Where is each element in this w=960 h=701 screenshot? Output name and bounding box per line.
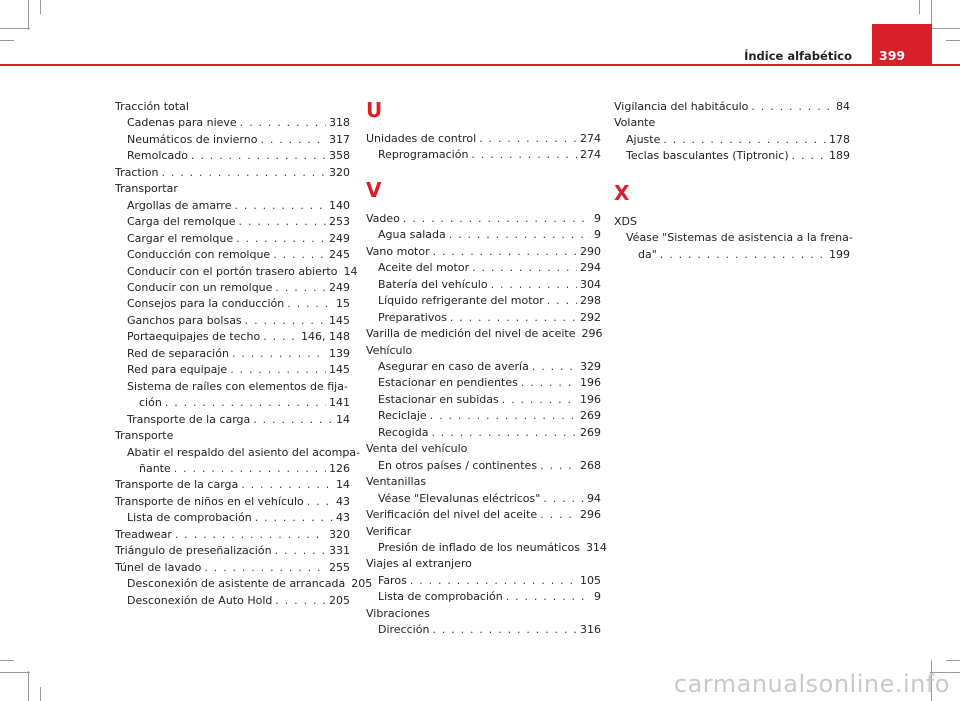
index-subentry: Agua salada . . . 9 bbox=[366, 227, 601, 243]
page-number: 399 bbox=[879, 48, 906, 63]
index-entry-heading: Volante bbox=[614, 116, 656, 130]
index-subentry: Cargar el remolque . . . 249 bbox=[115, 231, 350, 247]
header-rule bbox=[0, 64, 960, 66]
crop-mark bbox=[0, 28, 30, 29]
index-subentry: Batería del vehículo . . . 304 bbox=[366, 277, 601, 293]
index-entry: Triángulo de preseñalización . . . 331 bbox=[115, 543, 350, 559]
index-subentry: Reprogramación . . . 274 bbox=[366, 147, 601, 163]
index-subentry: Ganchos para bolsas . . . 145 bbox=[115, 313, 350, 329]
index-subentry: En otros países / continentes . . . 268 bbox=[366, 458, 601, 474]
crop-mark bbox=[919, 0, 920, 14]
index-subentry-continuation: da" . . . 199 bbox=[614, 247, 850, 263]
index-entry-heading: XDS bbox=[614, 214, 637, 228]
crop-mark bbox=[40, 0, 41, 14]
index-entry: Transporte de niños en el vehículo . . . 43 bbox=[115, 494, 350, 510]
index-entry: Verificación del nivel del aceite . . . 296 bbox=[366, 507, 601, 523]
index-subentry: Teclas basculantes (Tiptronic) . . . 189 bbox=[614, 148, 850, 164]
index-entry: Unidades de control . . . 274 bbox=[366, 131, 601, 147]
index-subentry: Conducir con un remolque . . . 249 bbox=[115, 280, 350, 296]
index-entry-heading: Transportar bbox=[115, 182, 178, 196]
crop-mark bbox=[930, 28, 960, 29]
index-subentry: Carga del remolque . . . 253 bbox=[115, 214, 350, 230]
index-subentry: Consejos para la conducción . . . 15 bbox=[115, 296, 350, 312]
index-subentry: Lista de comprobación . . . 9 bbox=[366, 589, 601, 605]
page-number-tab bbox=[872, 24, 932, 66]
section-letter-v: V bbox=[366, 177, 382, 202]
index-entry: Túnel de lavado . . . 255 bbox=[115, 560, 350, 576]
index-subentry: Conducción con remolque . . . 245 bbox=[115, 247, 350, 263]
section-letter-u: U bbox=[366, 98, 383, 122]
index-subentry: Transporte de la carga . . . 14 bbox=[115, 412, 350, 428]
index-entry: Treadwear . . . 320 bbox=[115, 527, 350, 543]
index-column-1 bbox=[115, 99, 373, 609]
index-subentry: Véase "Elevalunas eléctricos" . . . 94 bbox=[366, 491, 601, 507]
crop-mark bbox=[40, 687, 41, 701]
index-subentry: Neumáticos de invierno . . . 317 bbox=[115, 132, 350, 148]
index-entry-heading: Transporte bbox=[115, 429, 174, 443]
index-entry-heading: Verificar bbox=[366, 524, 412, 538]
index-entry-heading: Vibraciones bbox=[366, 606, 430, 620]
index-subentry: Estacionar en pendientes . . . 196 bbox=[366, 375, 601, 391]
index-subentry: Líquido refrigerante del motor . . . 298 bbox=[366, 293, 601, 309]
crop-mark bbox=[946, 40, 960, 41]
index-entry: Transporte de la carga . . . 14 bbox=[115, 477, 350, 493]
index-subentry: Dirección . . . 316 bbox=[366, 622, 601, 638]
index-subentry: Reciclaje . . . 269 bbox=[366, 408, 601, 424]
index-subentry-continuation: ción . . . 141 bbox=[115, 395, 350, 411]
index-entry: Varilla de medición del nivel de aceite 296 bbox=[366, 327, 603, 341]
index-subentry: Conducir con el portón trasero abierto 14 bbox=[127, 264, 358, 278]
index-subentry: Presión de inflado de los neumáticos 314 bbox=[378, 540, 607, 554]
index-entry-heading: Viajes al extranjero bbox=[366, 557, 472, 571]
crop-mark bbox=[946, 660, 960, 661]
index-subentry: Argollas de amarre . . . 140 bbox=[115, 198, 350, 214]
index-subentry: Preparativos . . . 292 bbox=[366, 310, 601, 326]
index-subentry: Desconexión de asistente de arrancada 205 bbox=[127, 577, 373, 591]
crop-mark bbox=[0, 660, 14, 661]
index-column-2 bbox=[366, 97, 607, 639]
index-subentry-continuation: ñante . . . 126 bbox=[115, 461, 350, 477]
index-subentry: Remolcado . . . 358 bbox=[115, 148, 350, 164]
index-entry-heading: Tracción total bbox=[115, 100, 189, 113]
crop-mark bbox=[28, 671, 29, 701]
index-entry: Traction . . . 320 bbox=[115, 165, 350, 181]
index-subentry: Recogida . . . 269 bbox=[366, 425, 601, 441]
index-subentry: Estacionar en subidas . . . 196 bbox=[366, 392, 601, 408]
crop-mark bbox=[0, 672, 30, 673]
index-subentry: Ajuste . . . 178 bbox=[614, 132, 850, 148]
index-entry-heading: Venta del vehículo bbox=[366, 442, 468, 456]
index-entry-heading: Vehículo bbox=[366, 343, 413, 357]
index-entry: Vadeo . . . 9 bbox=[366, 211, 601, 227]
page-section-title: Índice alfabético bbox=[744, 49, 852, 63]
index-subentry-wrapped: Véase "Sistemas de asistencia a la frena- bbox=[626, 231, 853, 245]
section-letter-x: X bbox=[614, 180, 630, 205]
index-subentry: Portaequipajes de techo . . . 146, 148 bbox=[115, 329, 350, 345]
index-subentry-wrapped: Sistema de raíles con elementos de fija- bbox=[127, 379, 348, 393]
index-subentry: Lista de comprobación . . . 43 bbox=[115, 510, 350, 526]
watermark: carmanualsonline.info bbox=[673, 670, 950, 698]
index-subentry: Desconexión de Auto Hold . . . 205 bbox=[115, 593, 350, 609]
index-subentry: Faros . . . 105 bbox=[366, 573, 601, 589]
index-entry: Vano motor . . . 290 bbox=[366, 244, 601, 260]
index-entry-heading: Ventanillas bbox=[366, 475, 427, 489]
index-subentry: Red de separación . . . 139 bbox=[115, 346, 350, 362]
index-subentry: Red para equipaje . . . 145 bbox=[115, 362, 350, 378]
index-subentry-wrapped: Abatir el respaldo del asiento del acompa- bbox=[127, 445, 361, 459]
index-subentry: Asegurar en caso de avería . . . 329 bbox=[366, 359, 601, 375]
index-subentry: Cadenas para nieve . . . 318 bbox=[115, 115, 350, 131]
crop-mark bbox=[28, 0, 29, 30]
index-entry: Vigilancia del habitáculo . . . 84 bbox=[614, 99, 850, 115]
crop-mark bbox=[0, 40, 14, 41]
index-column-3 bbox=[614, 99, 853, 263]
index-subentry: Aceite del motor . . . 294 bbox=[366, 260, 601, 276]
